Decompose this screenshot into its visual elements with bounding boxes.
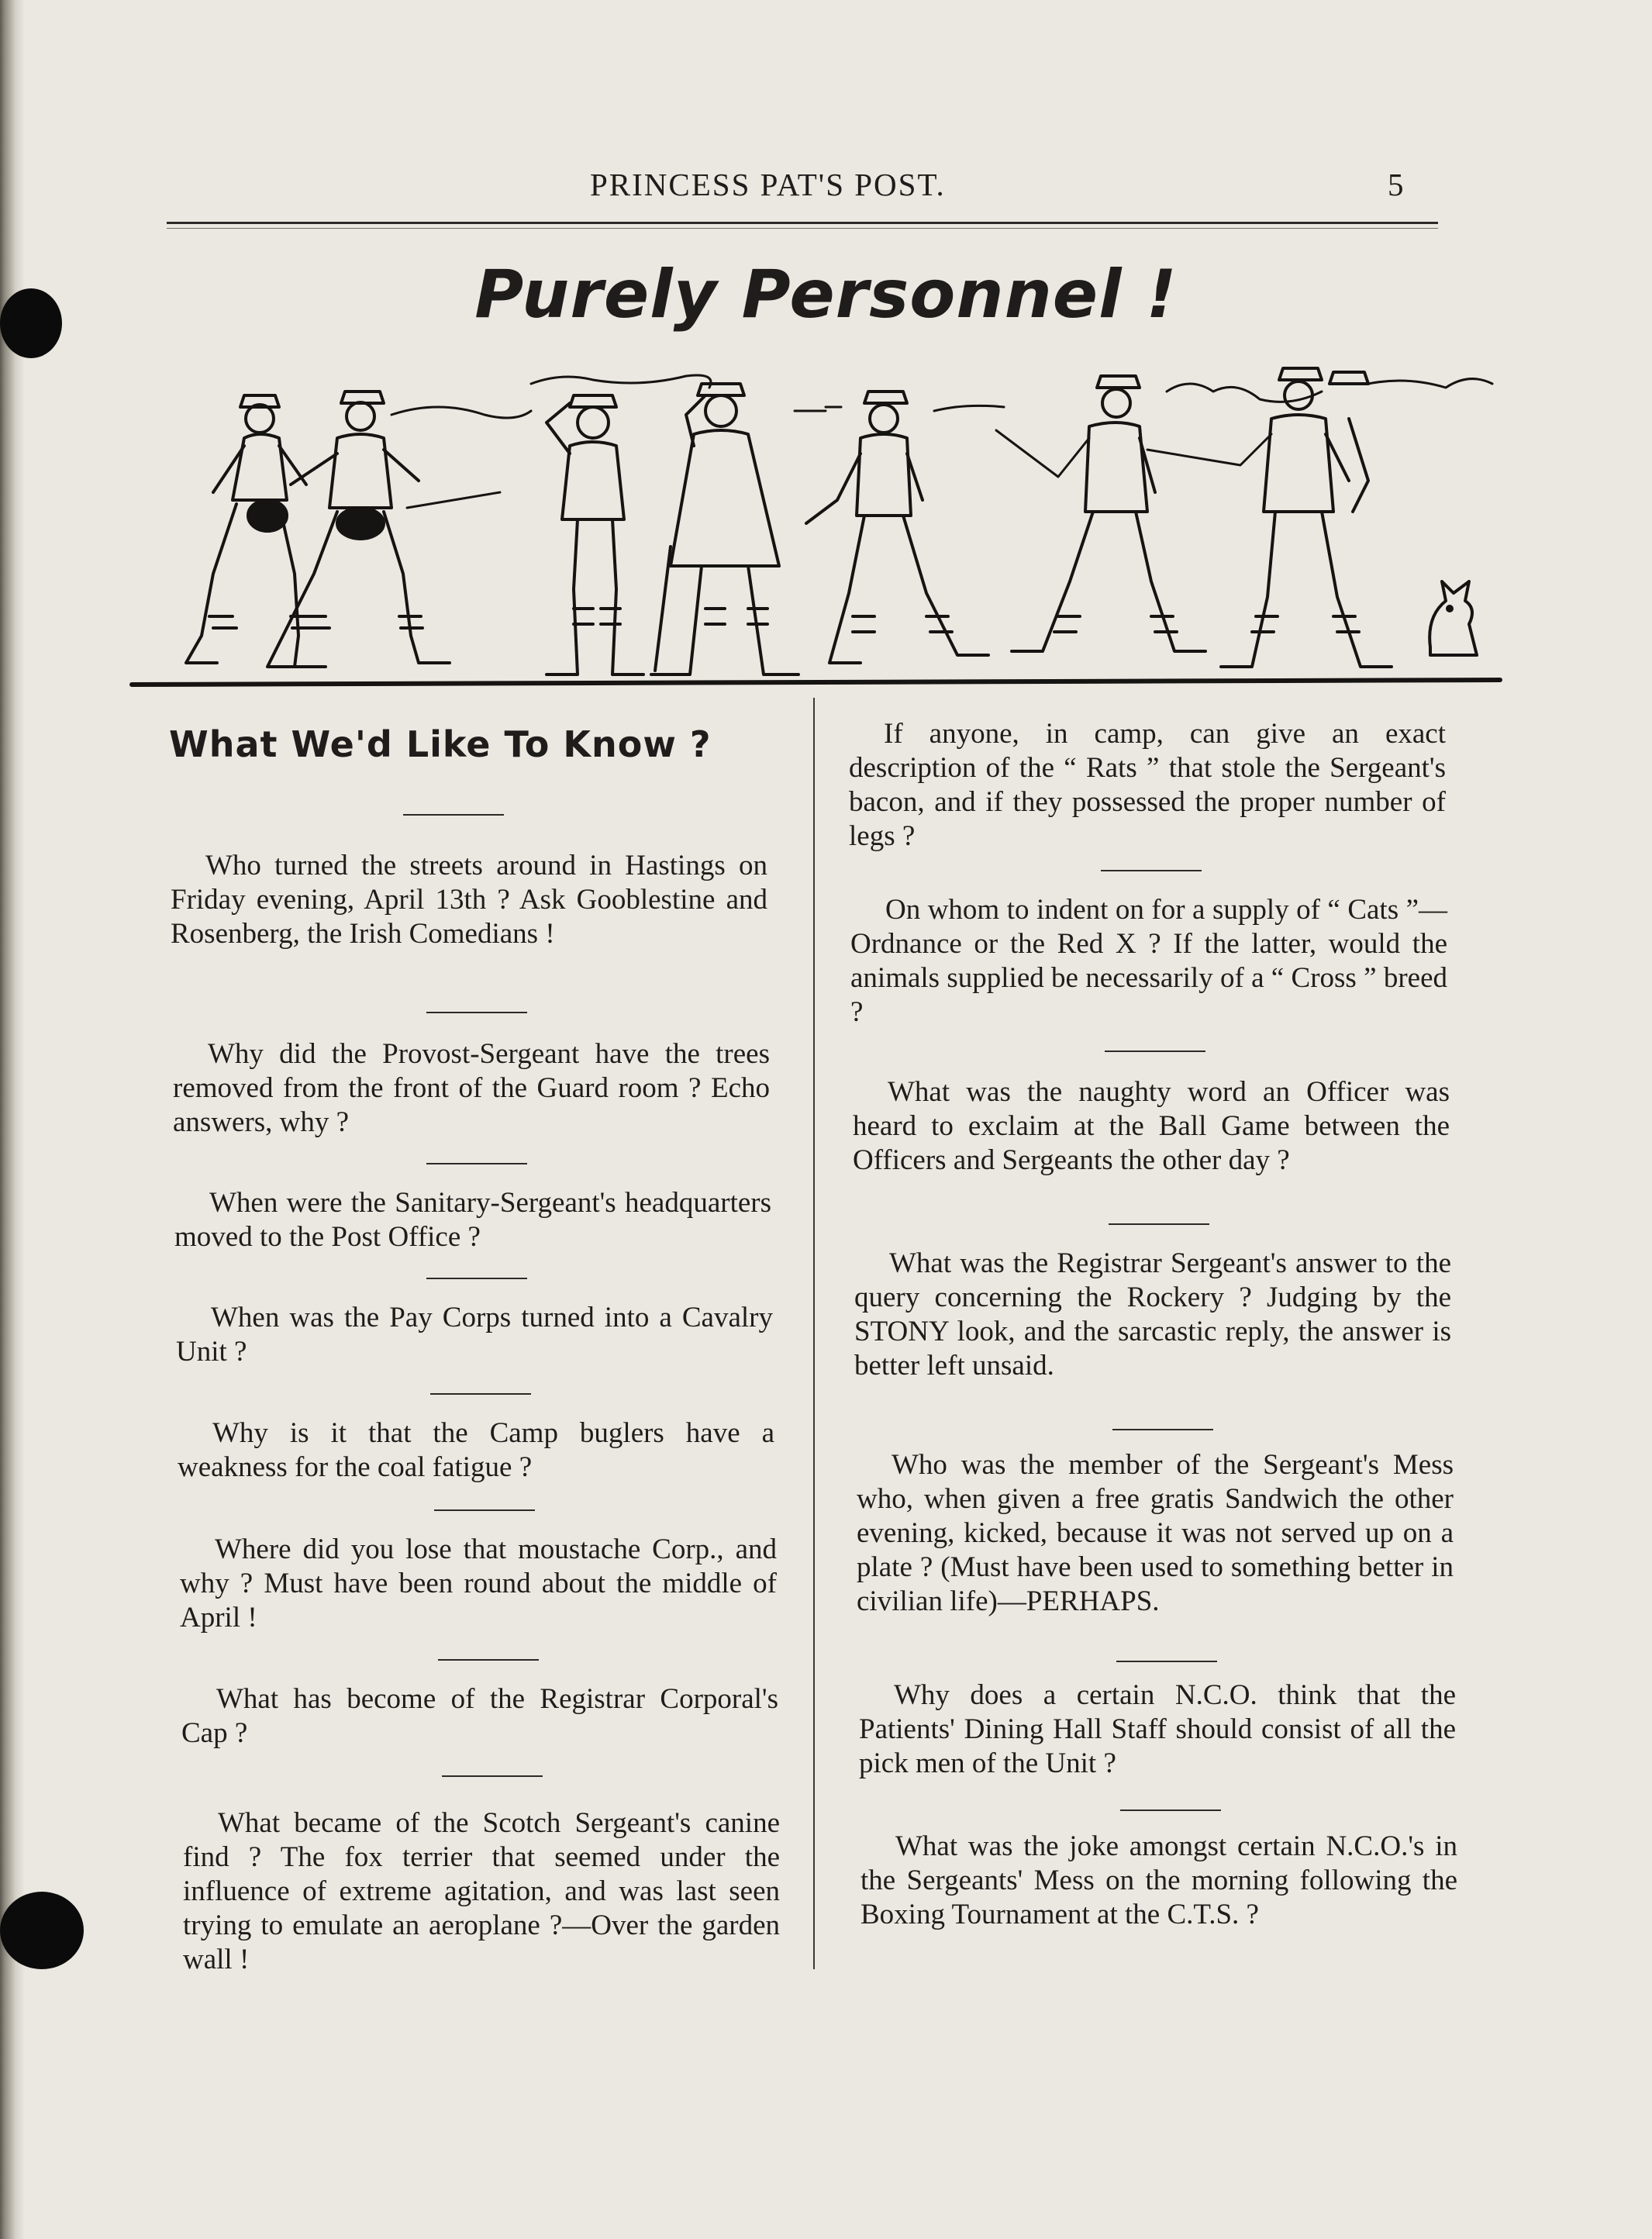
separator-rule	[1101, 870, 1202, 871]
separator-rule	[430, 1393, 531, 1395]
question-paragraph: What was the joke amongst certain N.C.O.'s in the Sergeants' Mess on the morning following the Boxing Tournament at the C.T.S. ?	[860, 1830, 1457, 1930]
soldier-figure	[806, 392, 988, 663]
question-paragraph: Why is it that the Camp buglers have a weakness for the coal fatigue ?	[178, 1417, 774, 1483]
separator-rule	[1109, 1223, 1209, 1225]
soldier-figure	[267, 392, 500, 667]
header-rule	[167, 222, 1438, 224]
punch-hole-bottom	[0, 1892, 84, 1969]
separator-rule	[1116, 1661, 1217, 1662]
separator-rule	[1105, 1051, 1205, 1052]
question-paragraph: Who turned the streets around in Hastings on Friday evening, April 13th ? Ask Gooblestine and Rosenberg, the Irish Comedians !	[171, 850, 767, 950]
page-number: 5	[1388, 167, 1404, 202]
separator-rule	[442, 1775, 543, 1777]
question-paragraph: What was the naughty word an Officer was heard to exclaim at the Ball Game between the Officers and Sergeants the other day ?	[853, 1076, 1450, 1176]
separator-rule	[1120, 1809, 1221, 1811]
soldier-figure	[1147, 368, 1392, 667]
section-heading: What We'd Like To Know ?	[169, 723, 712, 765]
question-paragraph: When were the Sanitary-Sergeant's headquarters moved to the Post Office ?	[174, 1187, 771, 1253]
separator-rule	[426, 1278, 527, 1279]
question-paragraph: What was the Registrar Sergeant's answer to the query concerning the Rockery ? Judging by the STONY look, and the sarcastic reply, the answer is better left unsaid.	[854, 1247, 1451, 1382]
separator-rule	[438, 1659, 539, 1661]
header-rule-thin	[167, 228, 1438, 229]
page-title: Purely Personnel !	[474, 256, 1178, 333]
column-divider	[813, 698, 815, 1969]
soldier-figure	[547, 395, 643, 674]
running-head	[167, 166, 1438, 212]
separator-rule	[426, 1012, 527, 1013]
question-paragraph: If anyone, in camp, can give an exact description of the “ Rats ” that stole the Sergeant's bacon, and if they possessed the proper number of legs ?	[849, 718, 1446, 852]
separator-rule	[1112, 1429, 1213, 1430]
soldier-figure	[186, 395, 326, 667]
separator-rule	[403, 814, 504, 816]
terrier-dog	[1430, 581, 1477, 655]
paper-name: PRINCESS PAT'S POST.	[590, 167, 946, 202]
marching-soldiers-illustration	[128, 361, 1504, 694]
separator-rule	[434, 1509, 535, 1511]
question-paragraph: Who was the member of the Sergeant's Mess who, when given a free gratis Sandwich the other evening, kicked, because it was not served up on a plate ? (Must have been used to something better in civilian life)—PERHAPS.	[857, 1449, 1454, 1617]
soldier-figure	[996, 376, 1205, 651]
question-paragraph: Why does a certain N.C.O. think that the Patients' Dining Hall Staff should consist of all the pick men of the Unit ?	[859, 1679, 1456, 1779]
question-paragraph: Where did you lose that moustache Corp., and why ? Must have been round about the middle of April !	[180, 1533, 777, 1634]
question-paragraph: Why did the Provost-Sergeant have the trees removed from the front of the Guard room ? Echo answers, why ?	[173, 1038, 770, 1138]
separator-rule	[426, 1163, 527, 1164]
question-paragraph: What has become of the Registrar Corporal's Cap ?	[181, 1683, 778, 1749]
soldier-figure	[651, 384, 798, 674]
question-paragraph: On whom to indent on for a supply of “ Cats ”—Ordnance or the Red X ? If the latter, would the animals supplied be necessarily of a “ Cross ” breed ?	[850, 894, 1447, 1028]
question-paragraph: What became of the Scotch Sergeant's canine find ? The fox terrier that seemed under the influence of extreme agitation, and was last seen trying to emulate an aeroplane ?—Over the garden wall !	[183, 1807, 780, 1975]
question-paragraph: When was the Pay Corps turned into a Cavalry Unit ?	[176, 1302, 773, 1368]
